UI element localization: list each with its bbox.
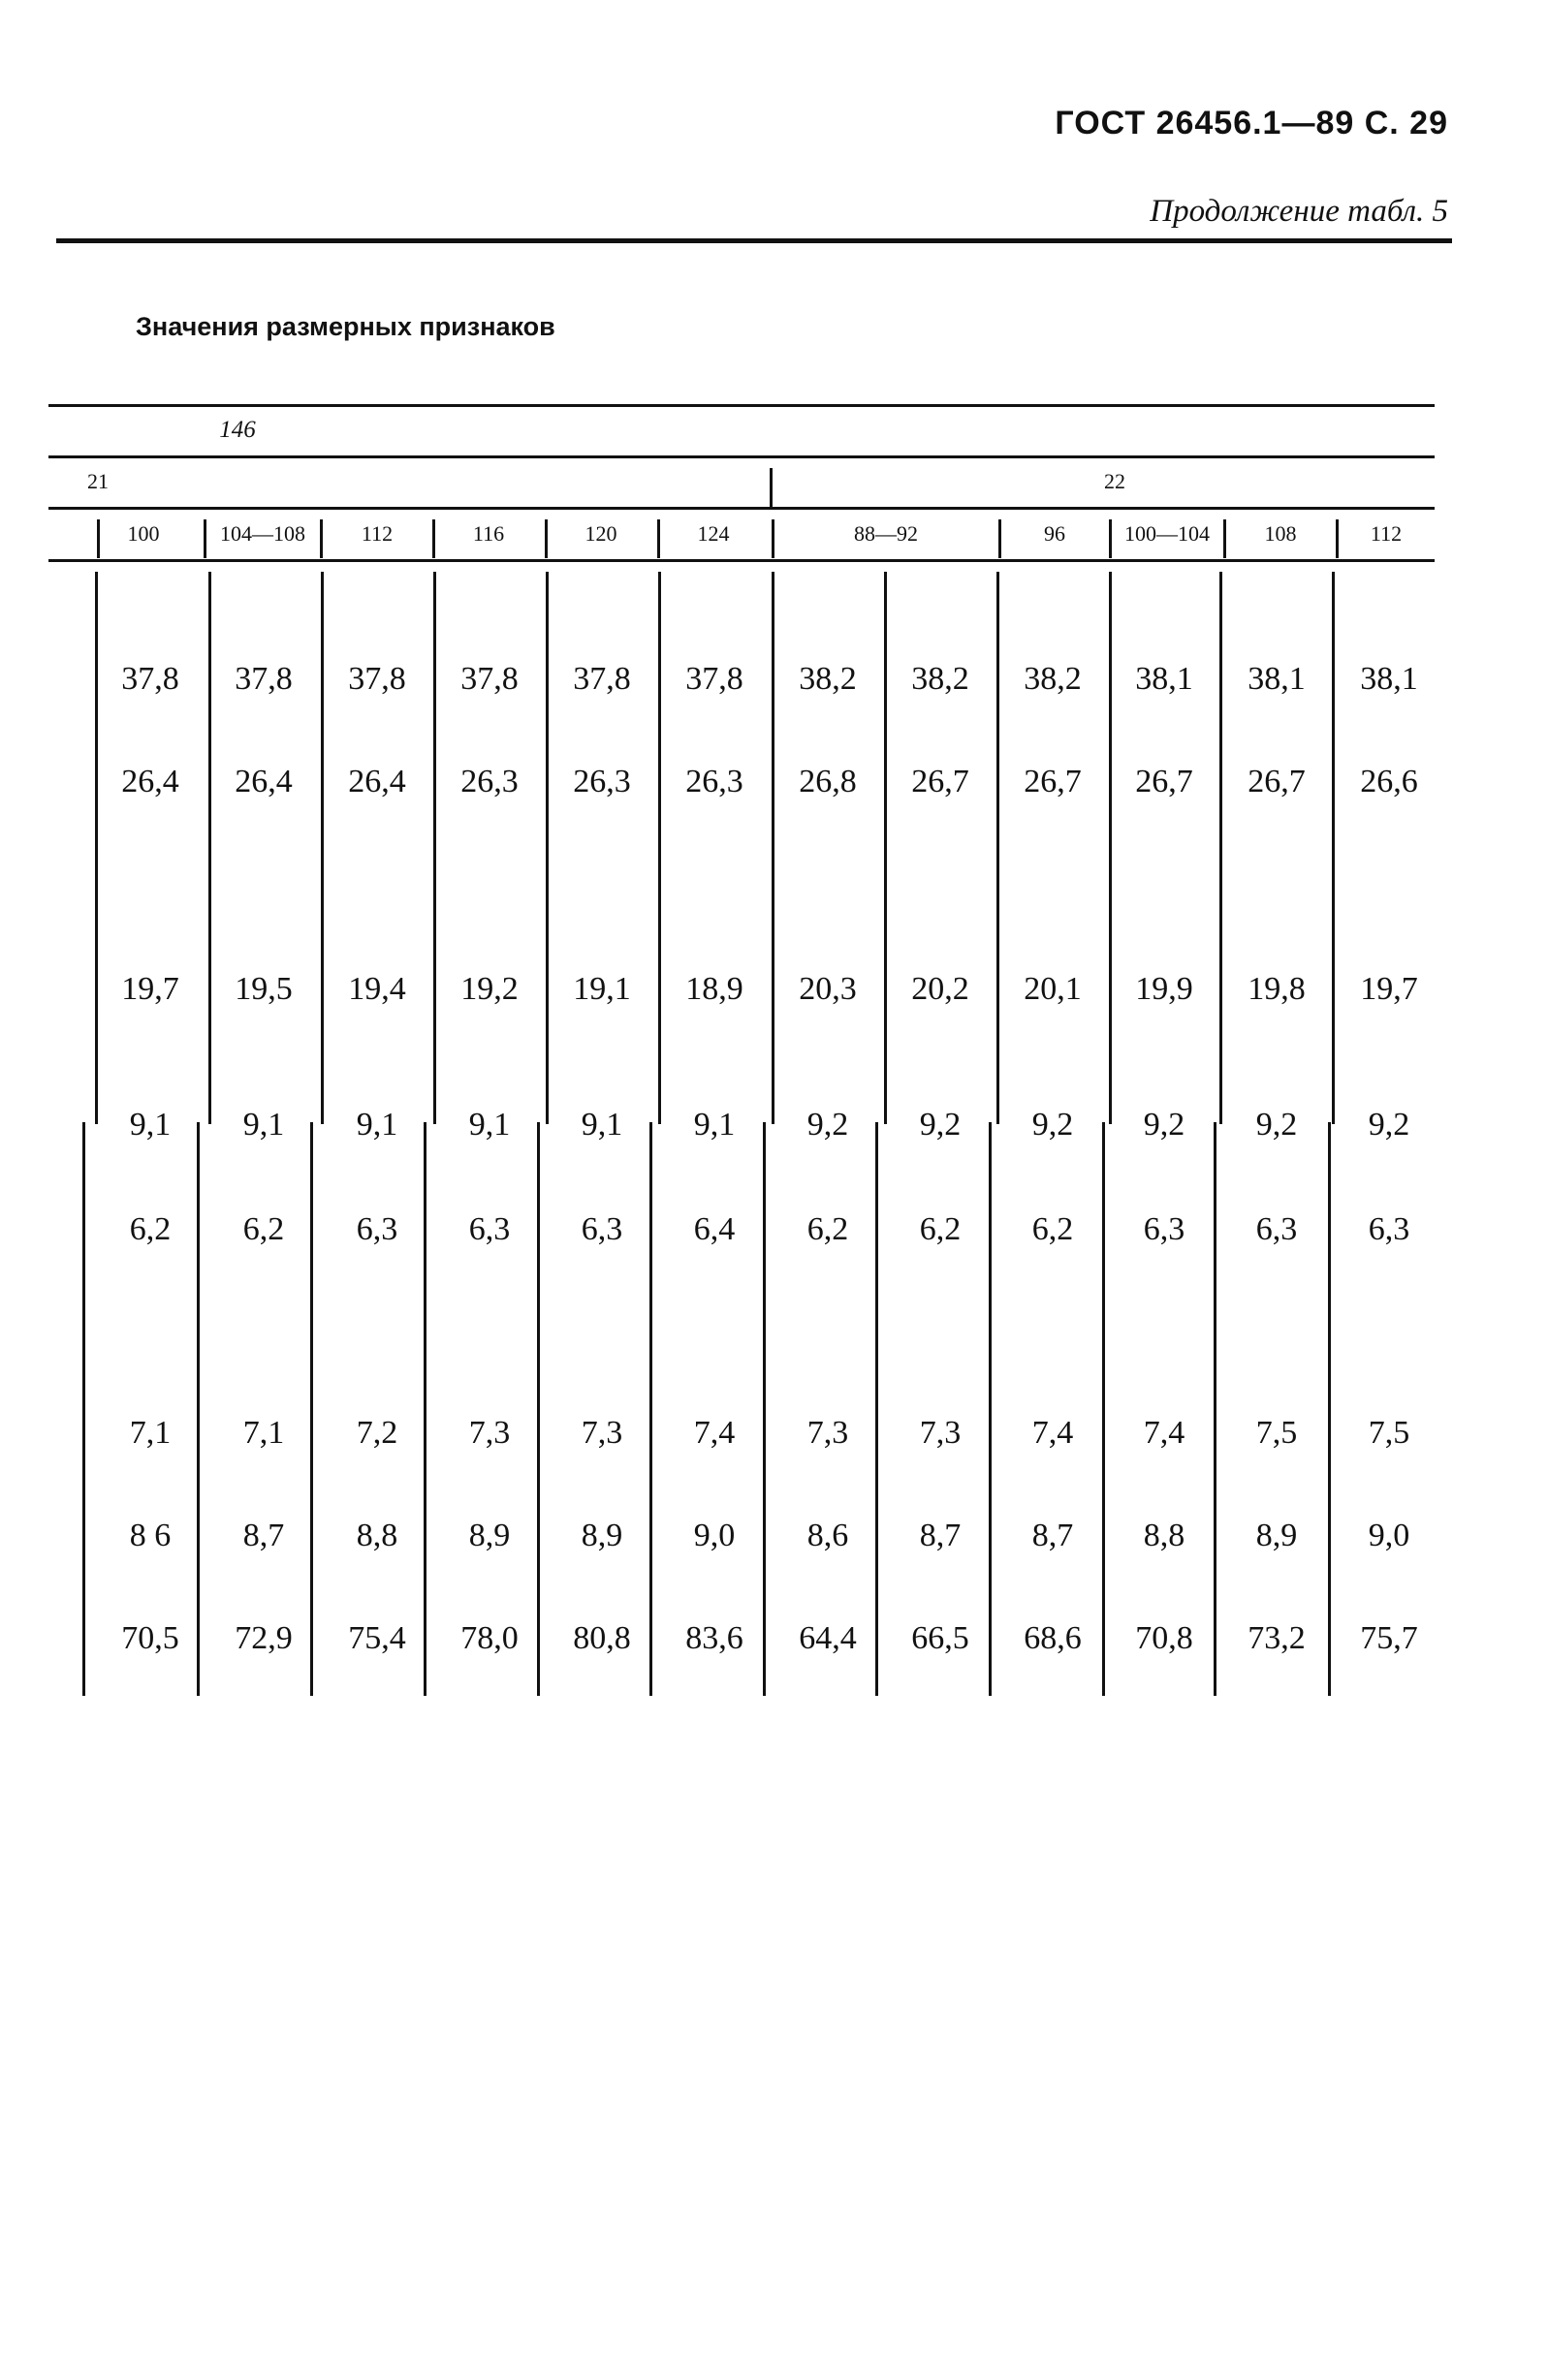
column-divider — [97, 519, 100, 558]
table-cell: 7,5 — [1368, 1415, 1410, 1451]
table-cell: 19,9 — [1135, 971, 1193, 1007]
body-column-line — [1332, 572, 1335, 1124]
table-cell: 26,7 — [1024, 764, 1082, 799]
table-cell: 26,3 — [685, 764, 743, 799]
table-cell: 26,7 — [911, 764, 969, 799]
body-column-line — [1328, 1122, 1331, 1696]
table-cell: 64,4 — [799, 1620, 857, 1656]
table-cell: 83,6 — [685, 1620, 743, 1656]
table-cell: 20,3 — [799, 971, 857, 1007]
body-column-line — [658, 572, 661, 1124]
column-divider — [657, 519, 660, 558]
body-column-line — [197, 1122, 200, 1696]
table-cell: 6,3 — [1255, 1211, 1298, 1247]
column-header: 104—108 — [220, 521, 305, 546]
table-cell: 8 6 — [129, 1518, 172, 1553]
table-cell: 80,8 — [573, 1620, 631, 1656]
table-cell: 68,6 — [1024, 1620, 1082, 1656]
body-column-line — [884, 572, 887, 1124]
table-cell: 9,2 — [919, 1107, 962, 1143]
column-divider — [204, 519, 206, 558]
table-cell: 38,1 — [1248, 661, 1306, 697]
table-cell: 20,2 — [911, 971, 969, 1007]
table-cell: 9,2 — [1031, 1107, 1074, 1143]
column-divider — [998, 519, 1001, 558]
table-cell: 38,2 — [911, 661, 969, 697]
table-cell: 26,4 — [348, 764, 406, 799]
body-column-line — [1102, 1122, 1105, 1696]
page-header-title: ГОСТ 26456.1—89 С. 29 — [1055, 105, 1448, 141]
table-cell: 37,8 — [685, 661, 743, 697]
table-cell: 18,9 — [685, 971, 743, 1007]
table-cell: 9,0 — [1368, 1518, 1410, 1553]
table-cell: 19,8 — [1248, 971, 1306, 1007]
table-cell: 37,8 — [348, 661, 406, 697]
column-divider — [772, 519, 774, 558]
table-cell: 8,9 — [468, 1518, 511, 1553]
table-cell: 9,2 — [1143, 1107, 1185, 1143]
table-cell: 8,7 — [919, 1518, 962, 1553]
table-cell: 6,2 — [242, 1211, 285, 1247]
body-column-line — [310, 1122, 313, 1696]
table-cell: 7,3 — [468, 1415, 511, 1451]
body-column-line — [82, 1122, 85, 1696]
header-rule — [56, 238, 1452, 243]
table-cell: 38,1 — [1360, 661, 1418, 697]
column-header: 96 — [1044, 521, 1065, 546]
table-cell: 8,7 — [1031, 1518, 1074, 1553]
table-cell: 6,3 — [468, 1211, 511, 1247]
table-cell: 9,1 — [693, 1107, 736, 1143]
table-cell: 26,7 — [1248, 764, 1306, 799]
table-cell: 78,0 — [460, 1620, 519, 1656]
body-column-line — [772, 572, 774, 1124]
table-cell: 38,2 — [1024, 661, 1082, 697]
table-cell: 26,8 — [799, 764, 857, 799]
body-column-line — [763, 1122, 766, 1696]
table-cell: 8,7 — [242, 1518, 285, 1553]
table-cell: 6,3 — [1143, 1211, 1185, 1247]
table-cell: 66,5 — [911, 1620, 969, 1656]
body-column-line — [1219, 572, 1222, 1124]
table-cell: 20,1 — [1024, 971, 1082, 1007]
body-column-line — [1109, 572, 1112, 1124]
column-divider — [1109, 519, 1112, 558]
table-cell: 19,4 — [348, 971, 406, 1007]
table-cell: 72,9 — [235, 1620, 293, 1656]
table-cell: 19,1 — [573, 971, 631, 1007]
table-cell: 75,7 — [1360, 1620, 1418, 1656]
table-cell: 26,7 — [1135, 764, 1193, 799]
table-cell: 9,1 — [581, 1107, 623, 1143]
body-column-line — [424, 1122, 426, 1696]
table-cell: 7,4 — [693, 1415, 736, 1451]
table-cell: 38,1 — [1135, 661, 1193, 697]
body-column-line — [321, 572, 324, 1124]
table-cell: 26,4 — [121, 764, 179, 799]
table-cell: 9,2 — [1255, 1107, 1298, 1143]
column-header: 88—92 — [854, 521, 918, 546]
table-cell: 37,8 — [460, 661, 519, 697]
body-column-line — [537, 1122, 540, 1696]
table-cell: 9,2 — [1368, 1107, 1410, 1143]
table-cell: 26,3 — [460, 764, 519, 799]
table-cell: 9,2 — [806, 1107, 849, 1143]
table-cell: 8,6 — [806, 1518, 849, 1553]
table-cell: 9,0 — [693, 1518, 736, 1553]
table-cell: 73,2 — [1248, 1620, 1306, 1656]
table-cell: 7,4 — [1031, 1415, 1074, 1451]
table-cell: 26,3 — [573, 764, 631, 799]
body-column-line — [95, 572, 98, 1124]
column-divider — [432, 519, 435, 558]
column-header: 100 — [127, 521, 160, 546]
column-header: 112 — [1370, 521, 1403, 546]
table-cell: 9,1 — [242, 1107, 285, 1143]
table-cell: 26,4 — [235, 764, 293, 799]
body-column-line — [875, 1122, 878, 1696]
column-divider — [320, 519, 323, 558]
table-cell: 38,2 — [799, 661, 857, 697]
table-cell: 37,8 — [121, 661, 179, 697]
column-header: 108 — [1264, 521, 1297, 546]
table-cell: 8,9 — [581, 1518, 623, 1553]
table-cell: 7,1 — [129, 1415, 172, 1451]
section-title: Значения размерных признаков — [136, 312, 555, 341]
column-header: 120 — [584, 521, 617, 546]
table-cell: 6,3 — [356, 1211, 398, 1247]
table-cell: 7,5 — [1255, 1415, 1298, 1451]
header-bottom-rule — [48, 559, 1435, 562]
table-continuation-label: Продолжение табл. 5 — [1150, 194, 1448, 229]
table-cell: 6,2 — [129, 1211, 172, 1247]
table-cell: 8,8 — [1143, 1518, 1185, 1553]
column-header: 100—104 — [1124, 521, 1210, 546]
column-divider — [545, 519, 548, 558]
table-cell: 9,1 — [356, 1107, 398, 1143]
group-rule — [48, 455, 1435, 458]
column-header: 124 — [697, 521, 730, 546]
table-cell: 6,2 — [919, 1211, 962, 1247]
subgroup-label-21: 21 — [87, 469, 109, 493]
table-cell: 70,5 — [121, 1620, 179, 1656]
table-cell: 7,3 — [581, 1415, 623, 1451]
body-column-line — [208, 572, 211, 1124]
column-divider — [1223, 519, 1226, 558]
table-cell: 26,6 — [1360, 764, 1418, 799]
table-cell: 8,9 — [1255, 1518, 1298, 1553]
table-cell: 6,2 — [1031, 1211, 1074, 1247]
table-cell: 6,2 — [806, 1211, 849, 1247]
table-cell: 75,4 — [348, 1620, 406, 1656]
body-column-line — [996, 572, 999, 1124]
table-cell: 7,2 — [356, 1415, 398, 1451]
table-cell: 19,2 — [460, 971, 519, 1007]
table-cell: 9,1 — [468, 1107, 511, 1143]
column-divider — [1336, 519, 1339, 558]
body-column-line — [1214, 1122, 1216, 1696]
table-cell: 7,3 — [806, 1415, 849, 1451]
table-cell: 7,3 — [919, 1415, 962, 1451]
body-column-line — [433, 572, 436, 1124]
table-cell: 6,4 — [693, 1211, 736, 1247]
column-header: 116 — [472, 521, 505, 546]
table-cell: 37,8 — [235, 661, 293, 697]
subgroup-divider — [770, 468, 773, 509]
table-cell: 6,3 — [581, 1211, 623, 1247]
body-column-line — [546, 572, 549, 1124]
table-cell: 37,8 — [573, 661, 631, 697]
table-cell: 9,1 — [129, 1107, 172, 1143]
table-cell: 19,5 — [235, 971, 293, 1007]
body-column-line — [649, 1122, 652, 1696]
table-cell: 19,7 — [1360, 971, 1418, 1007]
table-cell: 7,4 — [1143, 1415, 1185, 1451]
table-cell: 70,8 — [1135, 1620, 1193, 1656]
group-label: 146 — [219, 417, 256, 443]
column-header: 112 — [361, 521, 394, 546]
table-cell: 7,1 — [242, 1415, 285, 1451]
table-cell: 19,7 — [121, 971, 179, 1007]
table-top-rule — [48, 404, 1435, 407]
table-cell: 6,3 — [1368, 1211, 1410, 1247]
subgroup-rule — [48, 507, 1435, 510]
table-cell: 8,8 — [356, 1518, 398, 1553]
body-column-line — [989, 1122, 992, 1696]
subgroup-label-22: 22 — [1104, 469, 1125, 493]
